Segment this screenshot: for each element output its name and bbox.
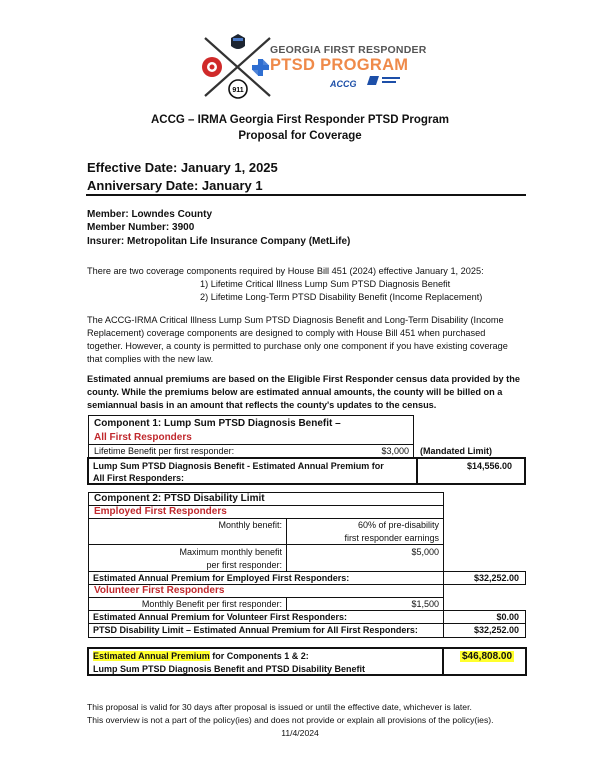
- max-benefit-label-cell: [88, 544, 287, 572]
- volunteer-premium-label: Estimated Annual Premium for Volunteer First Responders:: [93, 612, 348, 622]
- component1-subheading: All First Responders: [94, 432, 192, 443]
- monthly-benefit-label: Monthly benefit:: [218, 520, 282, 530]
- employed-premium-label: Estimated Annual Premium for Employed First Responders:: [93, 573, 350, 583]
- paragraph-1-line-1: The ACCG-IRMA Critical Illness Lump Sum PTSD Diagnosis Benefit and Long-Term Disability (Income: [87, 315, 504, 325]
- logo-accg: ACCG: [330, 79, 357, 89]
- intro-text: There are two coverage components required by House Bill 451 (2024) effective January 1, 2025:: [87, 266, 484, 276]
- fire-department-icon: [202, 57, 222, 77]
- total-value-cell: [442, 647, 527, 676]
- header-divider: [86, 194, 526, 196]
- vol-monthly-label-cell: [88, 597, 287, 611]
- component1-premium-value-cell: [416, 457, 526, 485]
- total-label-highlight: Estimated Annual Premium: [93, 651, 210, 661]
- 911-badge: [229, 80, 247, 98]
- footer-date: 11/4/2024: [281, 728, 319, 738]
- max-benefit-value: $5,000: [411, 547, 439, 557]
- paragraph-1-line-4: that complies with the new law.: [87, 354, 214, 364]
- component1-heading: Component 1: Lump Sum PTSD Diagnosis Benefit –: [94, 418, 341, 429]
- total-value: $46,808.00: [462, 651, 513, 662]
- vol-monthly-label: Monthly Benefit per first responder:: [141, 599, 282, 609]
- insurer: Insurer: Metropolitan Life Insurance Company (MetLife): [87, 236, 351, 247]
- component1-premium-value: $14,556.00: [466, 461, 512, 471]
- anniversary-date: Anniversary Date: January 1: [87, 178, 263, 193]
- footer-line-2: This overview is not a part of the policy(ies) and does not provide or explain all provisions of the policy(ies).: [87, 715, 494, 725]
- paragraph-2-line-1: Estimated annual premiums are based on the Eligible First Responder census data provided by the: [87, 374, 520, 384]
- total-label: [93, 651, 309, 661]
- max-benefit-label-1: Maximum monthly benefit: [179, 547, 282, 557]
- employed-premium-value-cell: [443, 571, 526, 585]
- vol-monthly-value-cell: [286, 597, 444, 611]
- employed-premium-value: $32,252.00: [473, 573, 519, 583]
- logo-line1: GEORGIA FIRST RESPONDER: [270, 44, 427, 56]
- vol-monthly-value: $1,500: [411, 599, 439, 609]
- volunteer-premium-value: $0.00: [496, 612, 519, 622]
- volunteer-heading: Volunteer First Responders: [94, 585, 225, 596]
- monthly-benefit-value-cell: [286, 518, 444, 545]
- paragraph-2-line-2: county. While the premiums below are estimated annual amounts, the county will be billed on a: [87, 387, 503, 397]
- document-title: ACCG – IRMA Georgia First Responder PTSD Program: [151, 114, 449, 126]
- volunteer-premium-value-cell: [443, 610, 526, 624]
- employed-premium-label-cell: [88, 571, 444, 585]
- intro-item-1: 1) Lifetime Critical Illness Lump Sum PTSD Diagnosis Benefit: [200, 279, 451, 289]
- component2-heading: Component 2: PTSD Disability Limit: [94, 493, 265, 504]
- svg-text:911: 911: [232, 87, 244, 94]
- component1-benefit-label: Lifetime Benefit per first responder:: [94, 446, 235, 456]
- total-label-line2: Lump Sum PTSD Diagnosis Benefit and PTSD Disability Benefit: [93, 664, 366, 674]
- effective-date: Effective Date: January 1, 2025: [87, 160, 278, 175]
- component1-premium-label-1: Lump Sum PTSD Diagnosis Benefit - Estimated Annual Premium for: [93, 461, 384, 471]
- monthly-benefit-value-2: first responder earnings: [344, 533, 439, 543]
- monthly-benefit-label-cell: [88, 518, 287, 545]
- member-name: Member: Lowndes County: [87, 209, 213, 220]
- max-benefit-value-cell: [286, 544, 444, 572]
- employed-heading: Employed First Responders: [94, 506, 227, 517]
- paragraph-2-line-3: semiannual basis in an amount that reflects the county's updates to the census.: [87, 400, 437, 410]
- logo-line2: PTSD PROGRAM: [270, 56, 409, 74]
- component1-benefit-note: (Mandated Limit): [420, 446, 492, 456]
- component2-header-row: [88, 492, 444, 506]
- paragraph-1-line-2: Replacement) coverage components are designed to comply with House Bill 451 when purchased: [87, 328, 486, 338]
- max-benefit-label-2: per first responder:: [206, 560, 282, 570]
- component1-benefit-row: [88, 444, 414, 458]
- total-label-rest: for Components 1 & 2:: [209, 651, 309, 661]
- component1-premium-label-cell: [87, 457, 418, 485]
- paragraph-1-line-3: together. However, a county is permitted to purchase only one component if you have existing coverage: [87, 341, 508, 351]
- document-subtitle: Proposal for Coverage: [238, 130, 362, 142]
- all-premium-label-cell: [88, 623, 444, 638]
- employed-heading-row: [88, 505, 444, 519]
- police-badge-icon: [231, 34, 245, 49]
- footer-line-1: This proposal is valid for 30 days after proposal is issued or until the effective date, whichever is later.: [87, 702, 472, 712]
- all-premium-value-cell: [443, 623, 526, 638]
- total-label-cell: [87, 647, 444, 676]
- all-premium-value: $32,252.00: [473, 625, 519, 635]
- intro-item-2: 2) Lifetime Long-Term PTSD Disability Benefit (Income Replacement): [200, 292, 483, 302]
- volunteer-heading-row: [88, 584, 444, 598]
- all-premium-label: PTSD Disability Limit – Estimated Annual Premium for All First Responders:: [93, 625, 418, 635]
- agency-mark-icon: [367, 76, 400, 85]
- component1-premium-label-2: All First Responders:: [93, 473, 185, 483]
- member-number: Member Number: 3900: [87, 222, 195, 233]
- volunteer-premium-label-cell: [88, 610, 444, 624]
- star-of-life-icon: [252, 59, 269, 76]
- component1-header-cell: [88, 415, 414, 444]
- component1-benefit-value: $3,000: [381, 446, 409, 456]
- monthly-benefit-value-1: 60% of pre-disability: [357, 520, 439, 530]
